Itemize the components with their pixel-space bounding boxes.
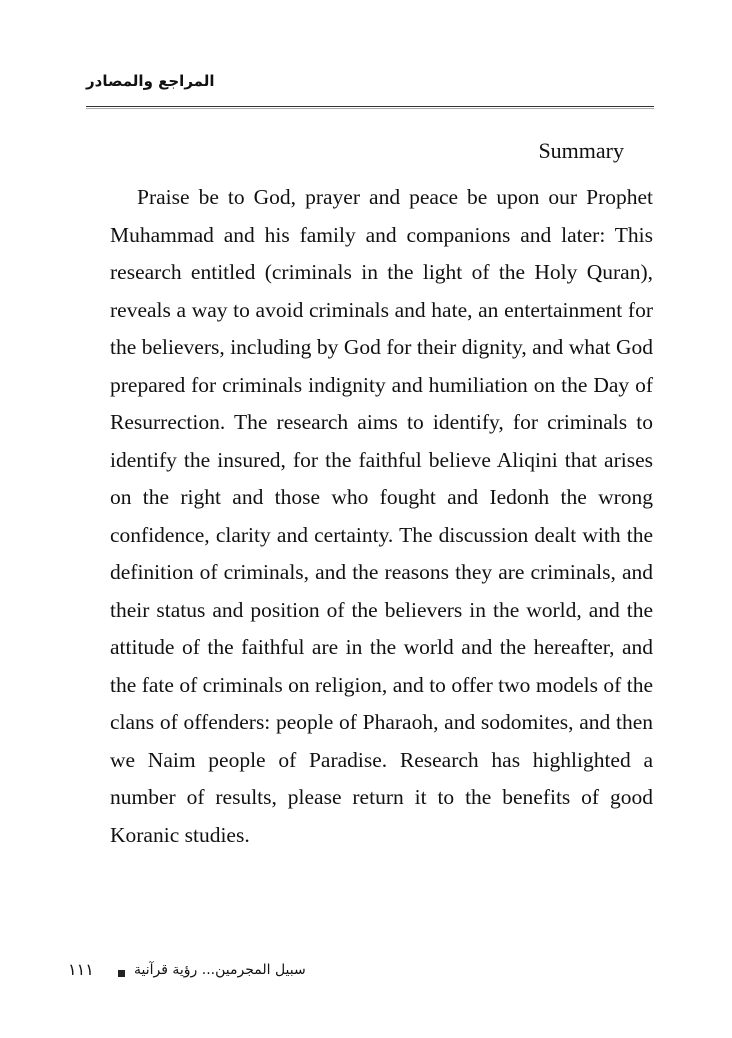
header-rule-secondary — [86, 108, 654, 109]
header-rule — [86, 106, 654, 107]
summary-body — [110, 179, 653, 854]
footer-square-marker — [118, 970, 125, 977]
page-number: ١١١ — [68, 960, 94, 979]
section-heading: Summary — [538, 138, 624, 163]
running-header-title: المراجع والمصادر — [86, 72, 215, 90]
running-footer-title: سبيل المجرمين... رؤية قرآنية — [134, 962, 306, 978]
summary-paragraph: Praise be to God, prayer and peace be upon our Prophet Muhammad and his family and companions and later: This research entitled (criminals in the light of the Holy Quran), reveals a way to avoid criminals and hate, an entertainment for the believers, including by God for their dignity, and what God prepared for criminals indignity and humiliation on the Day of Resurrection. The research aims to identify, for criminals to identify the insured, for the faithful believe Aliqini that arises on the right and those who fought and Iedonh the wrong confidence, clarity and certainty. The discussion dealt with the definition of criminals, and the reasons they are criminals, and their status and position of the believers in the world, and the attitude of the faithful are in the world and the hereafter, and the fate of criminals on religion, and to offer two models of the clans of offenders: people of Pharaoh, and sodomites, and then we Naim people of Paradise. Research has highlighted a number of results, please return it to the benefits of good Koranic studies. — [110, 185, 653, 847]
